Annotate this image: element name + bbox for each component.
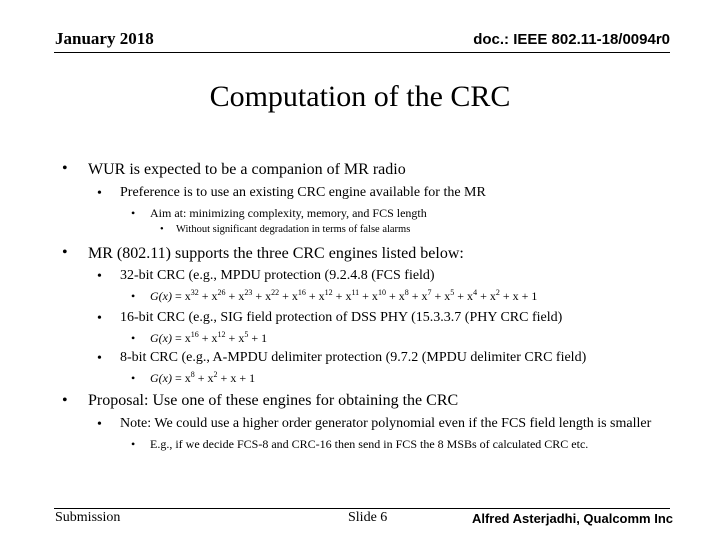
- formula-term: + x: [252, 289, 272, 303]
- bullet-marker: •: [62, 160, 68, 177]
- bullet-marker: •: [131, 206, 136, 220]
- bullet-marker: •: [97, 269, 102, 284]
- formula-term: = x: [171, 371, 191, 385]
- formula-term: + x: [431, 289, 451, 303]
- formula-term: + x + 1: [499, 289, 538, 303]
- bullet-note-generator: Note: We could use a higher order generator polynomial even if the FCS field length is smaller: [120, 416, 652, 431]
- bullet-crc16: 16-bit CRC (e.g., SIG field protection of DSS PHY (15.3.3.7 (PHY CRC field): [120, 310, 563, 325]
- bullet-wur-companion: WUR is expected to be a companion of MR radio: [88, 161, 406, 178]
- bullet-crc8: 8-bit CRC (e.g., A-MPDU delimiter protection (9.7.2 (MPDU delimiter CRC field): [120, 350, 587, 365]
- footer-author: Alfred Asterjadhi, Qualcomm Inc: [471, 511, 673, 526]
- bullet-eg-fcs8: E.g., if we decide FCS-8 and CRC-16 then send in FCS the 8 MSBs of calculated CRC etc.: [150, 437, 589, 451]
- formula-terms: [172, 331, 267, 345]
- bullet-aim-minimizing: Aim at: minimizing complexity, memory, and FCS length: [150, 206, 427, 220]
- formula-term: + x: [194, 371, 214, 385]
- formula-exponent: 10: [377, 288, 386, 297]
- formula-term: + x: [385, 289, 405, 303]
- bullet-without-degradation: Without significant degradation in terms of false alarms: [176, 224, 411, 235]
- bullet-marker: •: [131, 331, 136, 345]
- formula-exponent: 12: [217, 330, 226, 339]
- formula-exponent: 16: [297, 288, 306, 297]
- bullet-marker: •: [97, 417, 102, 432]
- bullet-preference-crc-engine: Preference is to use an existing CRC engine available for the MR: [120, 185, 486, 200]
- formula-term: + x + 1: [217, 371, 256, 385]
- formula-exponent: 22: [271, 288, 280, 297]
- formula-exponent: 2: [495, 288, 500, 297]
- formula-term: + 1: [248, 331, 268, 345]
- formula-terms: [172, 289, 537, 303]
- footer-slide-number: Slide 6: [348, 510, 388, 525]
- formula-term: + x: [477, 289, 496, 303]
- formula-exponent: 5: [244, 330, 249, 339]
- formula-term: + x: [454, 289, 474, 303]
- bullet-marker: •: [97, 311, 102, 326]
- bullet-marker: •: [97, 186, 102, 201]
- formula-exponent: 11: [351, 288, 360, 297]
- bullet-marker: •: [160, 224, 164, 235]
- bullet-proposal: Proposal: Use one of these engines for obtaining the CRC: [88, 392, 459, 409]
- formula-exponent: 26: [217, 288, 226, 297]
- formula-exponent: 16: [190, 330, 199, 339]
- formula-term: + x: [198, 331, 218, 345]
- formula-exponent: 4: [473, 288, 478, 297]
- formula-term: + x: [225, 289, 245, 303]
- header-date: January 2018: [55, 29, 154, 48]
- bullet-marker: •: [62, 392, 68, 409]
- header-divider: [54, 52, 670, 53]
- formula-crc32: $G(x) = x^{32} + x^{26} + x^{23} + x^{22} + x^{16} + x^{12} + x^{11} + x^{10} + x^8 + x^7 + x^5 + x^4 + x^2 + x + 1$: [150, 288, 538, 303]
- formula-term: = x: [171, 331, 191, 345]
- footer-submission: Submission: [55, 510, 121, 525]
- formula-term: + x: [279, 289, 298, 303]
- formula-exponent: 7: [427, 288, 432, 297]
- formula-exponent: 8: [404, 288, 409, 297]
- formula-exponent: 12: [324, 288, 333, 297]
- header-doc-id: doc.: IEEE 802.11-18/0094r0: [473, 31, 670, 48]
- formula-exponent: 32: [190, 288, 199, 297]
- formula-exponent: 2: [213, 370, 218, 379]
- bullet-marker: •: [131, 371, 136, 385]
- formula-crc16: $G(x) = x^{16} + x^{12} + x^5 + 1$: [150, 330, 268, 345]
- bullet-crc32: 32-bit CRC (e.g., MPDU protection (9.2.4.8 (FCS field): [120, 268, 435, 283]
- bullet-mr-crc-engines: MR (802.11) supports the three CRC engines listed below:: [88, 245, 464, 262]
- formula-crc8: $G(x) = x^8 + x^2 + x + 1$: [150, 370, 256, 385]
- formula-exponent: 5: [450, 288, 455, 297]
- footer-divider: [54, 508, 670, 509]
- formula-term: + x: [305, 289, 325, 303]
- bullet-marker: •: [62, 244, 68, 261]
- formula-term: + x: [332, 289, 352, 303]
- formula-terms: [172, 371, 255, 385]
- bullet-marker: •: [131, 289, 136, 303]
- formula-term: + x: [225, 331, 245, 345]
- formula-term: = x: [171, 289, 191, 303]
- formula-term: + x: [408, 289, 428, 303]
- formula-term: + x: [359, 289, 378, 303]
- bullet-marker: •: [97, 351, 102, 366]
- formula-term: + x: [198, 289, 218, 303]
- formula-exponent: 8: [190, 370, 195, 379]
- bullet-marker: •: [131, 437, 136, 451]
- slide-title: Computation of the CRC: [209, 80, 511, 113]
- formula-exponent: 23: [244, 288, 253, 297]
